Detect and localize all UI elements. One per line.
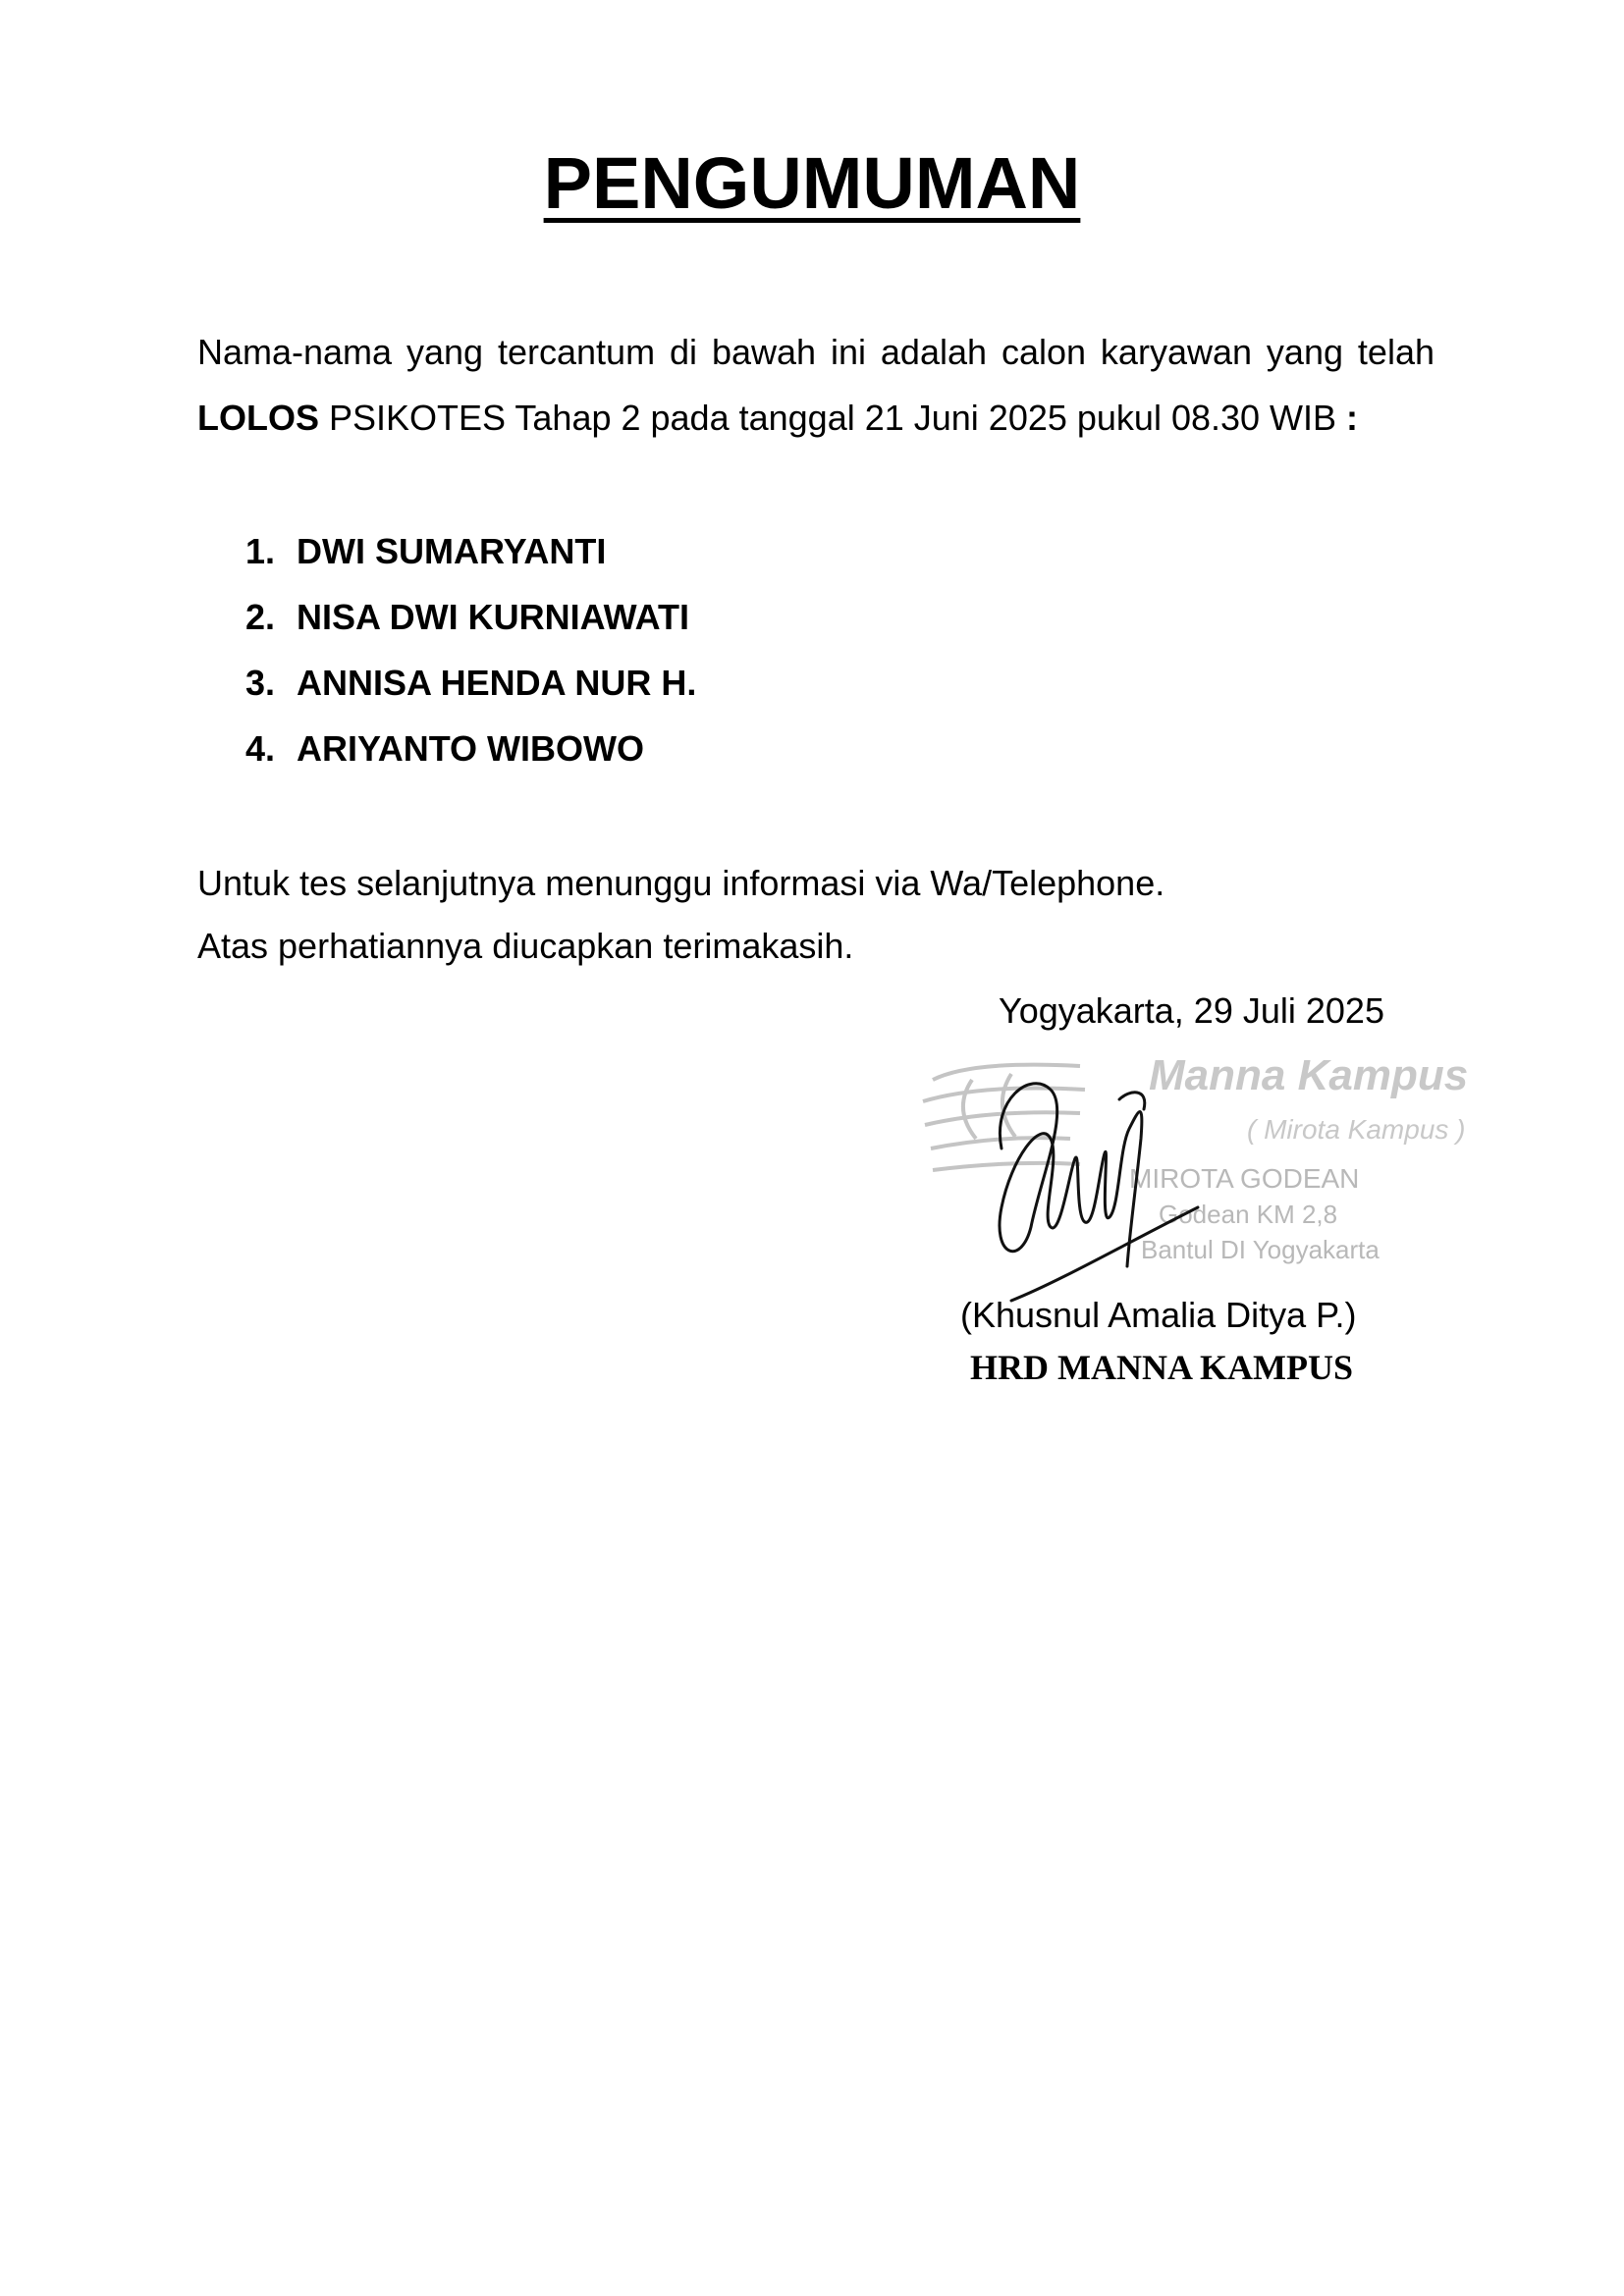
list-item-number: 2. xyxy=(245,597,276,637)
stamp-line-1: Manna Kampus xyxy=(1149,1051,1469,1099)
list-item xyxy=(245,584,696,650)
candidate-list xyxy=(245,518,696,781)
signer-company: HRD MANNA KAMPUS xyxy=(970,1348,1353,1387)
thanks-text: Atas perhatiannya diucapkan terimakasih. xyxy=(197,926,854,966)
stamp-line-5: Bantul DI Yogyakarta xyxy=(1141,1235,1380,1264)
list-item xyxy=(245,518,696,584)
list-item-number: 4. xyxy=(245,728,276,769)
title-text: PENGUMUMAN xyxy=(543,142,1081,224)
stamp-line-4: Godean KM 2,8 xyxy=(1159,1200,1338,1229)
list-item-name: ANNISA HENDA NUR H. xyxy=(297,663,697,703)
intro-colon: : xyxy=(1346,398,1359,438)
page-title xyxy=(0,142,1624,224)
intro-paragraph xyxy=(197,319,1435,451)
list-item-name: ARIYANTO WIBOWO xyxy=(297,728,645,769)
signer-name: (Khusnul Amalia Ditya P.) xyxy=(960,1295,1357,1335)
followup-text: Untuk tes selanjutnya menunggu informasi via Wa/Telephone. xyxy=(197,863,1165,903)
list-item xyxy=(245,650,696,716)
stamp-line-2: ( Mirota Kampus ) xyxy=(1247,1114,1466,1145)
intro-text-1: Nama-nama yang tercantum di bawah ini adalah calon karyawan yang telah xyxy=(197,332,1435,372)
list-item-number: 3. xyxy=(245,663,276,703)
intro-bold-status: LOLOS xyxy=(197,398,319,438)
list-item-name: NISA DWI KURNIAWATI xyxy=(297,597,689,637)
place-date: Yogyakarta, 29 Juli 2025 xyxy=(999,990,1384,1031)
stamp-line-3: MIROTA GODEAN xyxy=(1129,1163,1360,1194)
intro-text-2: PSIKOTES Tahap 2 pada tanggal 21 Juni 2025 pukul 08.30 WIB xyxy=(319,398,1347,438)
list-item xyxy=(245,716,696,781)
list-item-number: 1. xyxy=(245,531,276,571)
list-item-name: DWI SUMARYANTI xyxy=(297,531,607,571)
signature-icon xyxy=(972,1060,1247,1306)
